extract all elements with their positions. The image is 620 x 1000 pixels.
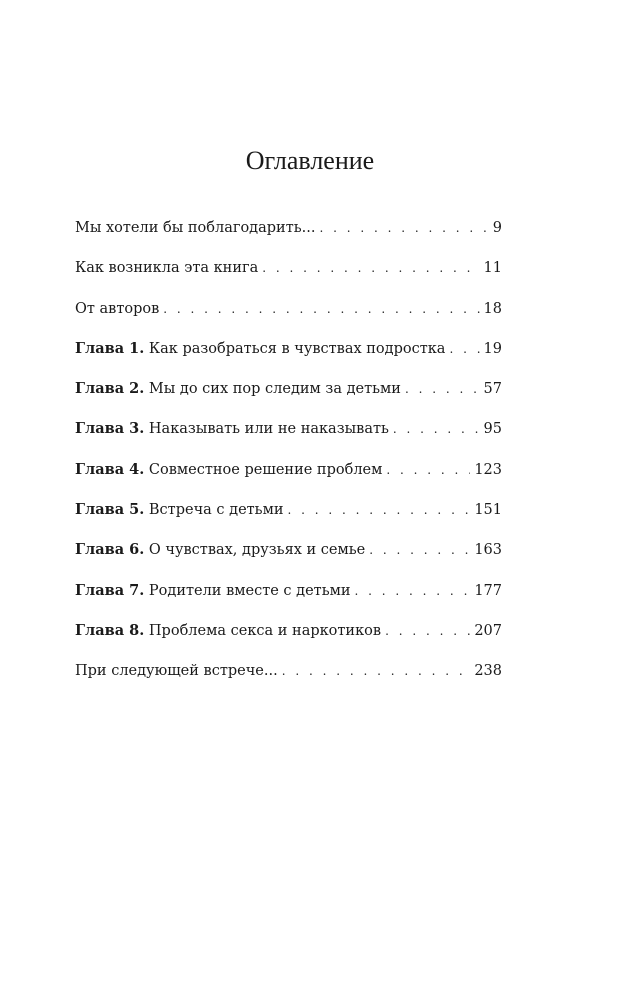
dot-leader [163, 295, 479, 323]
toc-entry [75, 496, 502, 536]
page-number: 57 [483, 381, 502, 398]
entry-label [75, 577, 351, 605]
chapter-number: Глава 8. [75, 621, 145, 639]
entry-title: Родители вместе с детьми [148, 582, 351, 599]
entry-label [75, 456, 382, 484]
chapter-number: Глава 2. [75, 380, 145, 398]
toc-entry [75, 335, 502, 375]
dot-leader [449, 335, 479, 363]
entry-label [75, 254, 258, 282]
table-of-contents [75, 214, 502, 698]
entry-title: О чувствах, друзьях и семье [148, 542, 366, 559]
dot-leader [282, 657, 471, 685]
page-title: Оглавление [245, 146, 375, 175]
chapter-number: Глава 3. [75, 420, 145, 438]
toc-entry [75, 295, 502, 335]
entry-title: Как возникла эта книга [75, 260, 259, 277]
page-number: 163 [474, 542, 502, 559]
dot-leader [386, 456, 470, 484]
entry-label [75, 415, 389, 443]
toc-entry [75, 577, 502, 617]
toc-entry [75, 254, 502, 294]
dot-leader [319, 214, 488, 242]
toc-entry [75, 415, 502, 455]
entry-title: От авторов [75, 300, 160, 317]
toc-entry [75, 657, 502, 697]
page-number: 18 [483, 300, 502, 317]
dot-leader [355, 577, 471, 605]
chapter-number: Глава 5. [75, 501, 145, 519]
dot-leader [405, 375, 480, 403]
entry-label [75, 657, 278, 685]
toc-entry [75, 536, 502, 576]
page-number: 95 [483, 421, 502, 438]
entry-label [75, 214, 315, 242]
entry-label [75, 496, 284, 524]
chapter-number: Глава 7. [75, 581, 145, 599]
entry-label [75, 375, 401, 403]
entry-title: Мы до сих пор следим за детьми [148, 381, 401, 398]
dot-leader [369, 536, 470, 564]
dot-leader [262, 254, 479, 282]
entry-title: Совместное решение проблем [148, 461, 383, 478]
toc-entry [75, 214, 502, 254]
toc-entry [75, 456, 502, 496]
entry-title: Встреча с детьми [148, 502, 284, 519]
chapter-number: Глава 1. [75, 339, 145, 357]
chapter-number: Глава 6. [75, 541, 145, 559]
entry-label [75, 295, 159, 323]
entry-title: Как разобраться в чувствах подростка [148, 340, 446, 357]
page-number: 123 [474, 461, 502, 478]
entry-title: Мы хотели бы поблагодарить... [75, 220, 316, 236]
page-number: 19 [483, 340, 502, 357]
dot-leader [393, 415, 480, 443]
chapter-number: Глава 4. [75, 460, 145, 478]
page-number: 151 [474, 502, 502, 519]
entry-title: При следующей встрече... [75, 663, 278, 680]
entry-label [75, 617, 381, 645]
entry-title: Наказывать или не наказывать [148, 421, 389, 438]
dot-leader [385, 617, 470, 645]
page-number: 177 [474, 582, 502, 599]
entry-label [75, 335, 445, 363]
page-number: 238 [474, 663, 502, 680]
entry-label [75, 536, 365, 564]
entry-title: Проблема секса и наркотиков [148, 622, 382, 639]
toc-entry [75, 375, 502, 415]
page-number: 207 [474, 622, 502, 639]
toc-entry [75, 617, 502, 657]
page-number: 11 [483, 260, 502, 277]
dot-leader [288, 496, 471, 524]
page-number: 9 [492, 220, 502, 236]
